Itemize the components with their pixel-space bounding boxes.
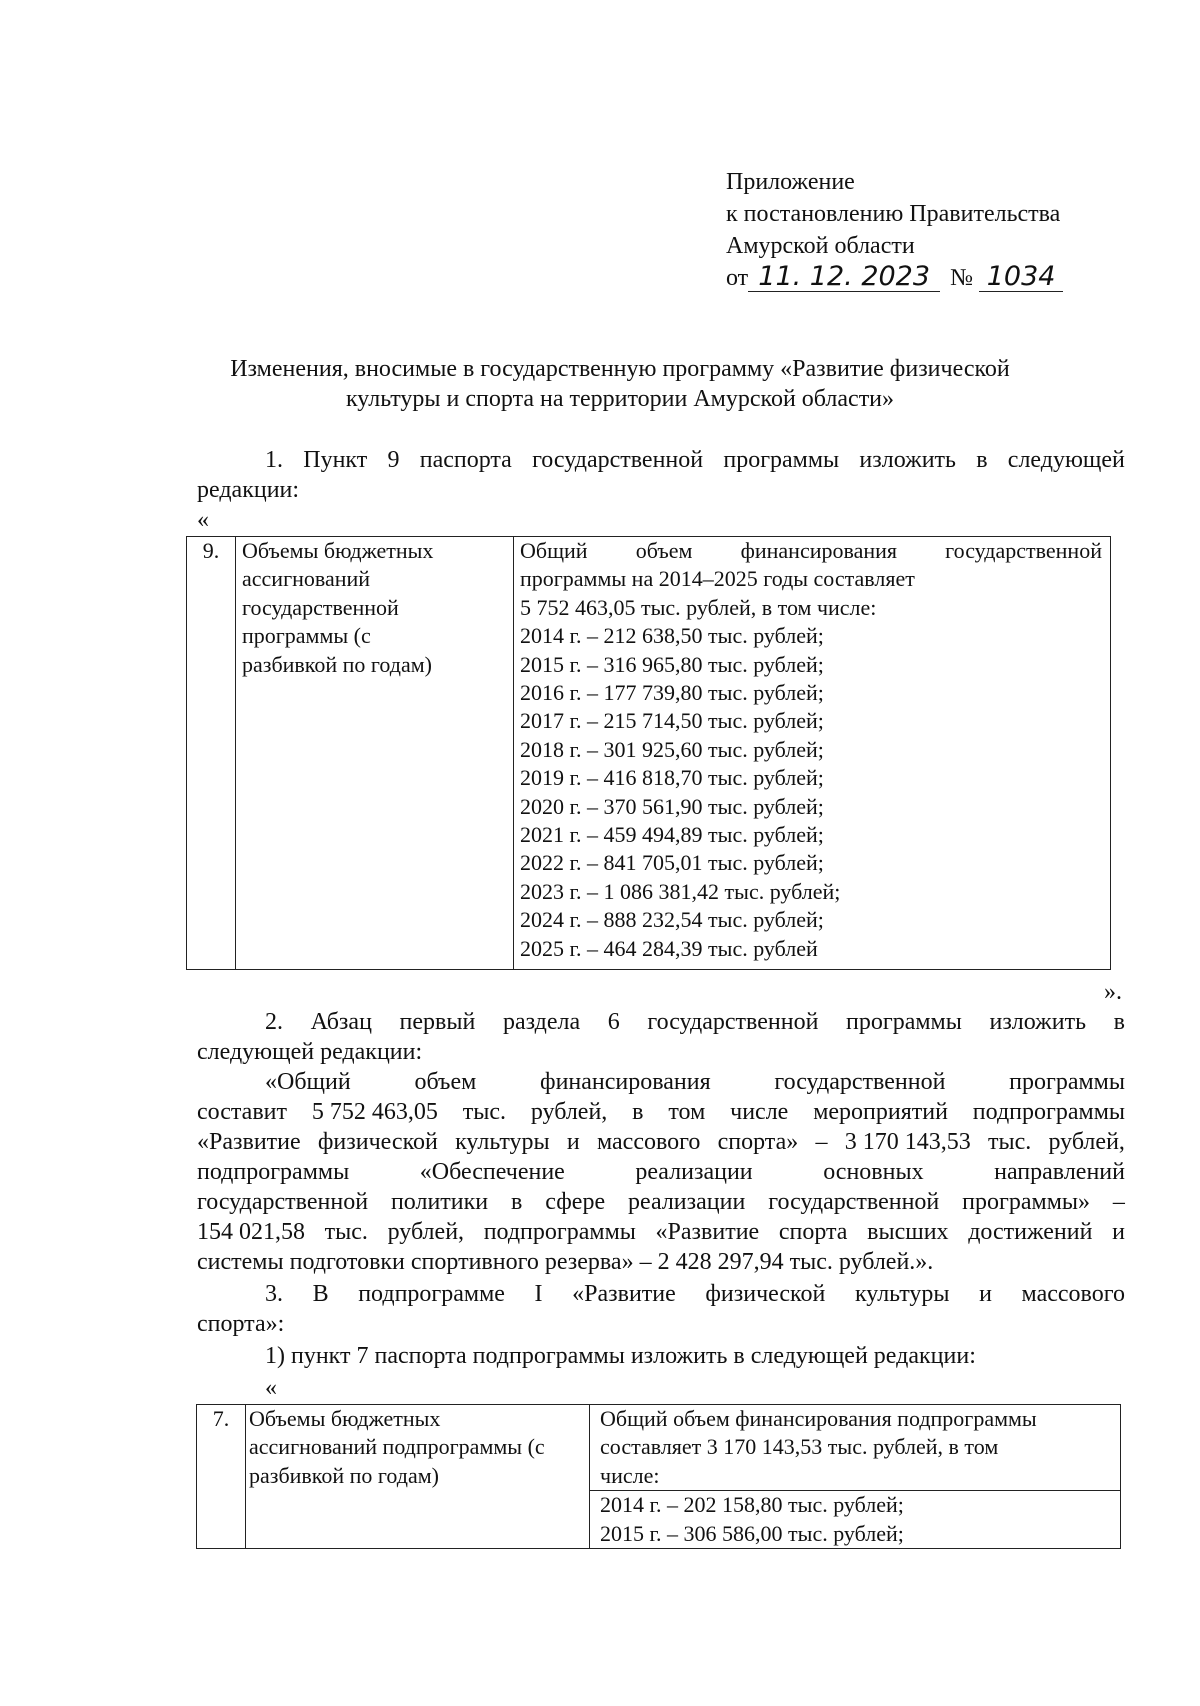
word: государственной bbox=[647, 1009, 819, 1035]
word: в bbox=[976, 447, 988, 473]
funding-line: 2021 г. – 459 494,89 тыс. рублей; bbox=[520, 822, 824, 848]
value-lines bbox=[600, 1491, 1120, 1548]
funding-line: 2018 г. – 301 925,60 тыс. рублей; bbox=[520, 736, 824, 762]
label-line: разбивкой по годам) bbox=[242, 651, 432, 677]
word: массового bbox=[596, 1129, 701, 1155]
word: подпрограммы bbox=[197, 1159, 350, 1185]
appendix-resolution-line: к постановлению Правительства bbox=[726, 201, 1061, 227]
funding-line: 2014 г. – 202 158,80 тыс. рублей; bbox=[600, 1492, 904, 1518]
number-prefix: № bbox=[950, 265, 974, 291]
funding-line: 2022 г. – 841 705,01 тыс. рублей; bbox=[520, 850, 824, 876]
word: рублей, bbox=[387, 1219, 465, 1245]
open-quote: « bbox=[265, 1375, 277, 1401]
open-quote: « bbox=[197, 507, 209, 533]
funding-line: 2020 г. – 370 561,90 тыс. рублей; bbox=[520, 793, 824, 819]
word: культуры bbox=[455, 1129, 550, 1155]
document-title bbox=[120, 354, 1120, 414]
word: и bbox=[566, 1129, 580, 1155]
word: 6 bbox=[607, 1009, 620, 1035]
word: тыс. bbox=[987, 1129, 1032, 1155]
word: «Обеспечение bbox=[419, 1159, 565, 1185]
item2-quote-line bbox=[197, 1128, 1125, 1157]
item2-quote-line bbox=[197, 1218, 1125, 1247]
word: государственной bbox=[197, 1189, 369, 1215]
word: культуры bbox=[854, 1281, 950, 1307]
word: «Развитие bbox=[197, 1129, 301, 1155]
word: программы bbox=[723, 447, 840, 473]
item2-quote-line: системы подготовки спортивного резерва» – 2 428 297,94 тыс. рублей.». bbox=[197, 1249, 934, 1275]
word: спорта» bbox=[717, 1129, 799, 1155]
word: подпрограммы bbox=[972, 1099, 1125, 1125]
word: финансирования bbox=[740, 538, 898, 563]
value-lines bbox=[600, 1405, 1120, 1490]
word: 3 170 143,53 bbox=[844, 1129, 971, 1155]
word: Абзац bbox=[310, 1009, 372, 1035]
word: физической bbox=[705, 1281, 826, 1307]
funding-line: 5 752 463,05 тыс. рублей, в том числе: bbox=[520, 594, 877, 620]
funding-table-subprogram bbox=[196, 1404, 1121, 1549]
word: тыс. bbox=[462, 1099, 506, 1125]
document-title-line: культуры и спорта на территории Амурской области» bbox=[345, 386, 895, 412]
item3-paragraph-line bbox=[265, 1280, 1125, 1309]
word: 5 752 463,05 bbox=[311, 1099, 438, 1125]
word: изложить bbox=[989, 1009, 1087, 1035]
item2-quote-line bbox=[197, 1188, 1125, 1217]
value-cell bbox=[514, 537, 1111, 970]
row-number-cell bbox=[187, 537, 236, 970]
item3-paragraph-line: спорта»: bbox=[197, 1311, 285, 1337]
word: государственной bbox=[768, 1189, 940, 1215]
item2-paragraph-line bbox=[265, 1008, 1125, 1037]
word: программы» bbox=[962, 1189, 1091, 1215]
word: физической bbox=[317, 1129, 438, 1155]
word: раздела bbox=[502, 1009, 581, 1035]
word: – bbox=[815, 1129, 828, 1155]
appendix-region-line: Амурской области bbox=[726, 233, 915, 259]
word: направлений bbox=[994, 1159, 1125, 1185]
row-number: 9. bbox=[202, 538, 220, 563]
word: объем bbox=[635, 538, 693, 563]
item2-paragraph-line: следующей редакции: bbox=[197, 1039, 423, 1065]
word: сфере bbox=[545, 1189, 606, 1215]
label-line: ассигнований подпрограммы (с bbox=[249, 1434, 545, 1460]
word: в bbox=[511, 1189, 523, 1215]
value-cell bbox=[590, 1405, 1121, 1491]
item3-subitem-1: 1) пункт 7 паспорта подпрограммы изложить в следующей редакции: bbox=[265, 1343, 976, 1369]
table-row bbox=[187, 537, 1111, 970]
label-lines bbox=[242, 537, 513, 679]
funding-line: 2019 г. – 416 818,70 тыс. рублей; bbox=[520, 765, 824, 791]
word: и bbox=[1112, 1219, 1125, 1245]
row-number-cell bbox=[197, 1405, 246, 1549]
label-cell bbox=[246, 1405, 590, 1549]
word: 3. bbox=[265, 1281, 283, 1307]
word: 2. bbox=[265, 1009, 283, 1035]
word: «Общий bbox=[265, 1069, 351, 1095]
word: государственной bbox=[774, 1069, 946, 1095]
label-line: программы (с bbox=[242, 623, 371, 649]
value-first-line bbox=[520, 537, 1102, 565]
word: «Развитие bbox=[655, 1219, 760, 1245]
row-number: 7. bbox=[212, 1406, 230, 1431]
word: реализации bbox=[635, 1159, 753, 1185]
label-line: разбивкой по годам) bbox=[249, 1462, 439, 1488]
word: программы bbox=[846, 1009, 962, 1035]
funding-line: 2025 г. – 464 284,39 тыс. рублей bbox=[520, 935, 818, 961]
label-line: Объемы бюджетных bbox=[249, 1406, 441, 1431]
word: мероприятий bbox=[813, 1099, 948, 1125]
word: следующей bbox=[1007, 447, 1125, 473]
funding-table-program bbox=[186, 536, 1111, 970]
funding-line: 2015 г. – 306 586,00 тыс. рублей; bbox=[600, 1520, 904, 1546]
item2-quote-line bbox=[197, 1158, 1125, 1187]
appendix-heading: Приложение bbox=[726, 169, 855, 195]
item2-quote-line bbox=[265, 1068, 1125, 1097]
handwritten-number: 1034 bbox=[979, 262, 1063, 292]
word: достижений bbox=[968, 1219, 1093, 1245]
word: подпрограмме bbox=[358, 1281, 505, 1307]
funding-line: Общий объем финансирования подпрограммы bbox=[600, 1406, 1037, 1431]
close-quote: ». bbox=[1104, 979, 1122, 1005]
word: том bbox=[668, 1099, 706, 1125]
appendix-date-number-line bbox=[726, 262, 1063, 293]
funding-line: 2015 г. – 316 965,80 тыс. рублей; bbox=[520, 651, 824, 677]
funding-line: 2024 г. – 888 232,54 тыс. рублей; bbox=[520, 907, 824, 933]
word: подпрограммы bbox=[483, 1219, 636, 1245]
word: государственной bbox=[532, 447, 704, 473]
label-line: государственной bbox=[242, 594, 399, 620]
date-prefix: от bbox=[726, 265, 749, 291]
value-cell bbox=[590, 1491, 1121, 1549]
funding-line: составляет 3 170 143,53 тыс. рублей, в том bbox=[600, 1434, 999, 1460]
word: программы bbox=[1009, 1069, 1125, 1095]
item1-paragraph-line bbox=[265, 446, 1125, 475]
word: В bbox=[312, 1281, 329, 1307]
word: 1. bbox=[265, 447, 283, 473]
word: спорта bbox=[778, 1219, 848, 1245]
word: рублей, bbox=[1048, 1129, 1125, 1155]
funding-line: 2023 г. – 1 086 381,42 тыс. рублей; bbox=[520, 878, 841, 904]
funding-line: 2014 г. – 212 638,50 тыс. рублей; bbox=[520, 623, 824, 649]
word: изложить bbox=[859, 447, 956, 473]
word: составит bbox=[197, 1099, 287, 1125]
label-lines bbox=[249, 1405, 589, 1490]
word: паспорта bbox=[419, 447, 512, 473]
word: в bbox=[632, 1099, 644, 1125]
word: Общий bbox=[520, 538, 588, 563]
word: и bbox=[979, 1281, 992, 1307]
item2-quote-line bbox=[197, 1098, 1125, 1127]
value-lines bbox=[520, 565, 1102, 963]
word: тыс. bbox=[324, 1219, 368, 1245]
word: высших bbox=[867, 1219, 949, 1245]
word: Пункт bbox=[303, 447, 368, 473]
handwritten-date: 11. 12. 2023 bbox=[748, 262, 940, 292]
word: первый bbox=[399, 1009, 476, 1035]
word: политики bbox=[390, 1189, 489, 1215]
funding-line: программы на 2014–2025 годы составляет bbox=[520, 566, 915, 592]
word: числе bbox=[730, 1099, 789, 1125]
word: – bbox=[1112, 1189, 1125, 1215]
word: реализации bbox=[628, 1189, 746, 1215]
word: рублей, bbox=[530, 1099, 608, 1125]
word: государственной bbox=[945, 538, 1102, 563]
table-row bbox=[197, 1405, 1121, 1491]
word: объем bbox=[414, 1069, 477, 1095]
word: финансирования bbox=[540, 1069, 711, 1095]
label-cell bbox=[236, 537, 514, 970]
funding-line: числе: bbox=[600, 1462, 660, 1488]
label-line: ассигнований bbox=[242, 566, 371, 592]
document-title-line: Изменения, вносимые в государственную программу «Развитие физической bbox=[230, 356, 1010, 382]
funding-line: 2016 г. – 177 739,80 тыс. рублей; bbox=[520, 680, 824, 706]
label-line: Объемы бюджетных bbox=[242, 538, 434, 563]
item1-paragraph-line: редакции: bbox=[197, 477, 300, 503]
word: массового bbox=[1021, 1281, 1125, 1307]
word: основных bbox=[823, 1159, 924, 1185]
word: I bbox=[534, 1281, 543, 1307]
funding-line: 2017 г. – 215 714,50 тыс. рублей; bbox=[520, 708, 824, 734]
word: 154 021,58 bbox=[197, 1219, 305, 1245]
word: «Развитие bbox=[572, 1281, 676, 1307]
word: 9 bbox=[387, 447, 400, 473]
word: в bbox=[1113, 1009, 1125, 1035]
